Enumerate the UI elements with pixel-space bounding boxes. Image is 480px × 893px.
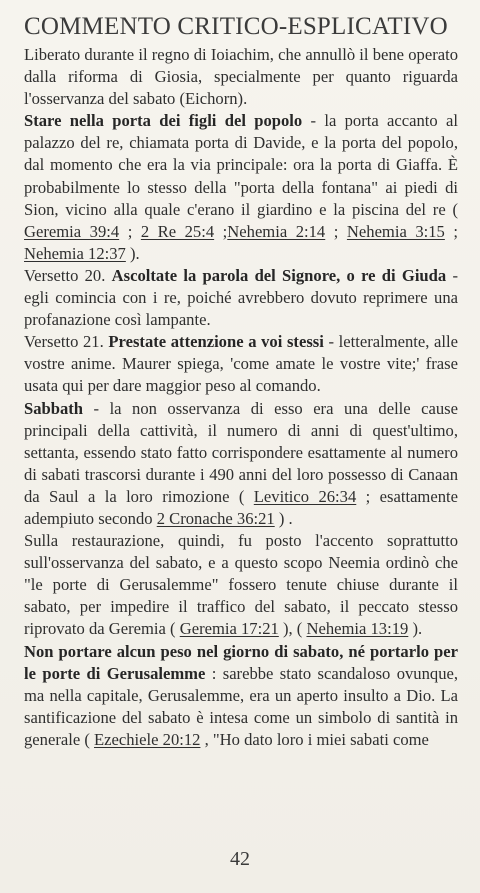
text-run: - la non osservanza di esso era una delle cause principali della cattività, il numero di anni di quest'ultimo, settanta, essendo stato fatto corrispondere esattamente al numero di sabati trascorsi durante i 490 anni del loro possesso di Canaan da Saul a la loro rimozione (: [24, 398, 458, 506]
text-run: Versetto 20.: [24, 265, 112, 285]
text-run: Sulla restaurazione, quindi, fu posto l'accento soprattutto sull'osservanza del sabato, e a questo scopo Neemia ordinò che "le porte di Gerusalemme" fossero tenute chiuse durante il sabato, per impedire il traffico del sabato, il peccato stesso riprovato da Geremia (: [24, 531, 458, 639]
scripture-reference-link[interactable]: Geremia 17:21: [179, 619, 279, 639]
text-run: : sarebbe stato scandaloso ovunque, ma nella capitale, Gerusalemme, era un aperto insulto a Dio. La santificazione del sabato è intesa come un simbolo di santità in generale (: [24, 663, 458, 749]
text-run: ) .: [274, 508, 293, 528]
paragraph: [24, 110, 458, 265]
text-run: ;: [119, 221, 141, 241]
text-run: , "Ho dato loro i miei sabati come: [200, 729, 429, 749]
scripture-reference-link[interactable]: 2 Re 25:4: [140, 221, 215, 241]
scripture-reference-link[interactable]: Nehemia 12:37: [24, 243, 126, 263]
bold-term: Non portare alcun peso nel giorno di sabato, né portarlo per le porte di Gerusalemme: [24, 641, 458, 683]
scripture-reference-link[interactable]: Nehemia 13:19: [306, 619, 409, 639]
scripture-reference-link[interactable]: Levitico 26:34: [253, 486, 357, 506]
scripture-reference-link[interactable]: 2 Cronache 36:21: [156, 508, 275, 528]
text-run: - letteralmente, alle vostre anime. Maurer spiega, 'come amate le vostre vite;' frase usata qui per dare maggior peso al comando.: [24, 332, 458, 396]
paragraph: [24, 530, 458, 640]
commentary-body: [24, 44, 458, 751]
text-run: - egli comincia con i re, poiché avrebbero dovuto reprimere una profanazione così lampante.: [24, 265, 458, 330]
section-heading: COMMENTO CRITICO-ESPLICATIVO: [24, 13, 448, 40]
paragraph: [24, 331, 458, 397]
text-run: ).: [125, 243, 140, 263]
page-number: 42: [230, 848, 250, 870]
text-run: ;: [444, 221, 459, 241]
text-run: - la porta accanto al palazzo del re, chiamata porta di Davide, e la porta del popolo, dal momento che era la via principale: ora la porta di Giaffa. È probabilmente lo stesso della "porta della fontana" ai piedi di Sion, vicino alla quale c'erano il giardino e la piscina del re (: [24, 111, 458, 219]
bold-term: Prestate attenzione a voi stessi: [108, 332, 324, 352]
text-run: ), (: [278, 619, 307, 639]
text-run: ).: [408, 619, 423, 639]
text-run: ;: [214, 221, 228, 241]
paragraph: [24, 641, 458, 751]
text-run: Versetto 21.: [24, 332, 109, 352]
paragraph: [24, 265, 458, 331]
scripture-reference-link[interactable]: Nehemia 3:15: [346, 221, 445, 241]
bold-term: Sabbath: [24, 398, 84, 418]
paragraph: [24, 44, 458, 110]
text-run: ;: [325, 221, 347, 241]
scripture-reference-link[interactable]: Ezechiele 20:12: [94, 729, 201, 749]
text-run: Liberato durante il regno di Ioiachim, che annullò il bene operato dalla riforma di Giosia, specialmente per quanto riguarda l'osservanza del sabato (Eichorn).: [24, 45, 458, 109]
text-run: ; esattamente adempiuto secondo: [24, 486, 458, 528]
paragraph: [24, 398, 458, 531]
scripture-reference-link[interactable]: Nehemia 2:14: [227, 221, 326, 241]
bold-term: Ascoltate la parola del Signore, o re di Giuda: [111, 265, 447, 285]
bold-term: Stare nella porta dei figli del popolo: [24, 111, 303, 131]
scripture-reference-link[interactable]: Geremia 39:4: [24, 221, 120, 241]
